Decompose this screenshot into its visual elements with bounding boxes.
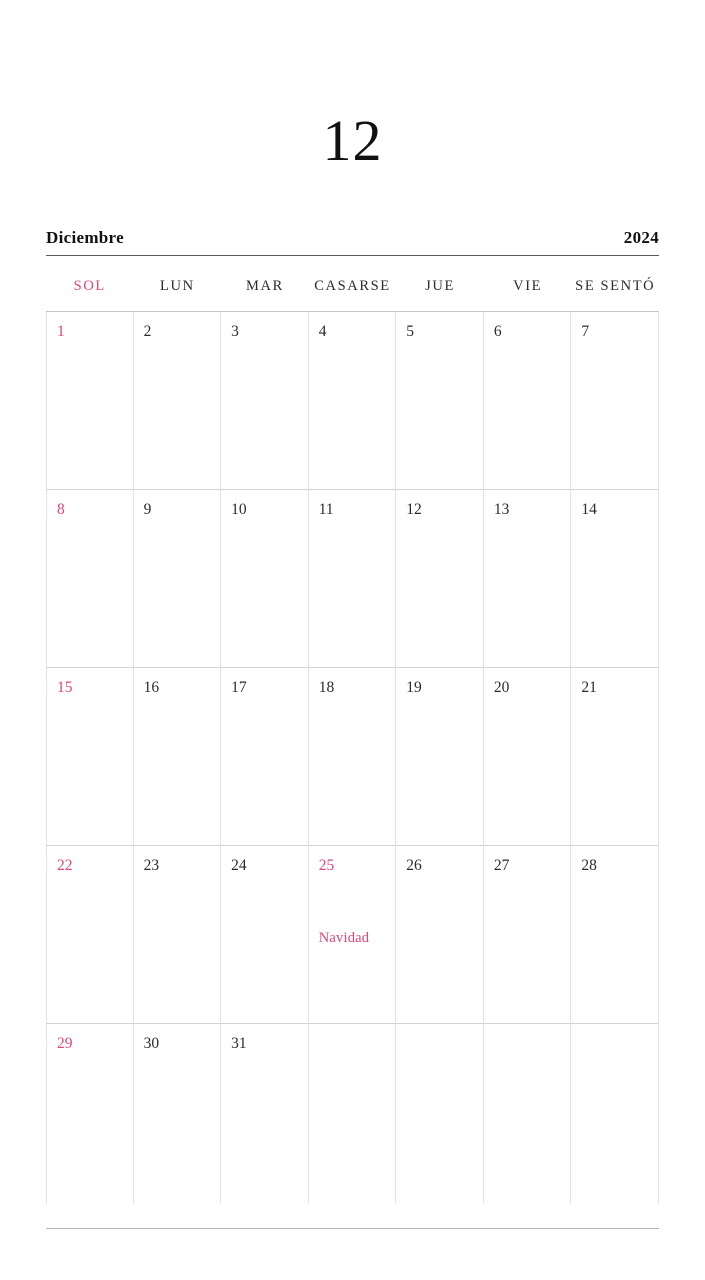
calendar-day-cell[interactable] (134, 1024, 222, 1204)
calendar-day-cell[interactable] (221, 1024, 309, 1204)
calendar-day-cell[interactable] (221, 312, 309, 490)
calendar-day-cell[interactable] (396, 668, 484, 846)
day-number: 4 (318, 323, 327, 340)
day-number: 18 (318, 679, 335, 696)
day-number: 27 (493, 857, 510, 874)
day-number: 10 (231, 501, 247, 518)
calendar-day-cell[interactable] (221, 846, 309, 1024)
calendar-grid (46, 311, 659, 1204)
calendar-day-cell[interactable] (484, 490, 572, 668)
calendar-day-cell[interactable] (484, 1024, 572, 1204)
month-number: 12 (322, 108, 383, 173)
calendar-day-cell[interactable] (309, 1024, 397, 1204)
calendar-day-cell[interactable] (571, 668, 659, 846)
calendar-day-cell[interactable] (571, 312, 659, 490)
calendar-day-cell[interactable] (221, 490, 309, 668)
weekday-label-1: LUN (160, 278, 195, 294)
day-number: 5 (406, 323, 415, 340)
day-event-label[interactable]: Navidad (318, 930, 370, 946)
day-number: 19 (406, 679, 422, 696)
calendar-day-cell[interactable] (134, 846, 222, 1024)
calendar-day-cell[interactable] (46, 312, 134, 490)
calendar-day-cell[interactable] (484, 312, 572, 490)
calendar-day-cell[interactable] (396, 1024, 484, 1204)
calendar-day-cell[interactable] (484, 846, 572, 1024)
day-number: 28 (581, 857, 597, 874)
calendar-day-cell[interactable] (571, 1024, 659, 1204)
weekday-label-4: JUE (425, 278, 455, 294)
calendar-title-row (46, 228, 659, 256)
calendar-day-cell[interactable] (309, 490, 397, 668)
day-number: 14 (581, 501, 597, 518)
day-number: 31 (231, 1035, 247, 1052)
calendar-day-cell[interactable] (134, 490, 222, 668)
day-number: 8 (57, 501, 65, 518)
day-number: 29 (57, 1035, 73, 1052)
day-number: 2 (143, 323, 152, 340)
day-number: 3 (231, 323, 239, 340)
day-number: 20 (493, 679, 510, 696)
calendar-day-cell[interactable] (571, 490, 659, 668)
day-number: 12 (406, 501, 422, 518)
day-number: 22 (57, 857, 73, 874)
day-number: 16 (143, 679, 160, 696)
calendar-day-cell[interactable] (396, 846, 484, 1024)
calendar-day-cell[interactable] (46, 490, 134, 668)
day-number: 6 (493, 323, 502, 340)
weekday-label-6: SE SENTÓ (575, 278, 656, 294)
calendar-day-cell[interactable] (309, 312, 397, 490)
day-number: 21 (581, 679, 597, 696)
day-number: 11 (318, 501, 334, 518)
day-number: 13 (493, 501, 510, 518)
calendar-day-cell[interactable] (309, 668, 397, 846)
calendar-day-cell[interactable] (134, 668, 222, 846)
calendar-day-cell[interactable] (46, 846, 134, 1024)
day-number: 15 (57, 679, 73, 696)
day-number: 30 (143, 1035, 160, 1052)
day-number: 7 (581, 323, 590, 340)
day-number: 23 (143, 857, 160, 874)
calendar-day-cell[interactable] (571, 846, 659, 1024)
calendar-day-cell[interactable] (134, 312, 222, 490)
day-number: 24 (231, 857, 247, 874)
calendar-day-cell[interactable] (484, 668, 572, 846)
bottom-divider (46, 1228, 659, 1229)
weekday-label-3: CASARSE (314, 278, 391, 294)
day-number: 9 (143, 501, 152, 518)
calendar-day-cell[interactable] (396, 490, 484, 668)
calendar-day-cell[interactable] (46, 1024, 134, 1204)
year-label: 2024 (623, 228, 659, 247)
weekday-header (46, 256, 659, 311)
calendar-day-cell[interactable] (46, 668, 134, 846)
day-number: 26 (406, 857, 422, 874)
day-number: 25 (318, 857, 335, 874)
calendar-day-cell[interactable] (309, 846, 397, 1024)
day-number: 1 (57, 323, 65, 340)
day-number: 17 (231, 679, 247, 696)
weekday-label-2: MAR (246, 278, 284, 294)
weekday-label-5: VIE (513, 278, 543, 294)
calendar-day-cell[interactable] (221, 668, 309, 846)
weekday-label-0: SOL (73, 278, 106, 294)
calendar-day-cell[interactable] (396, 312, 484, 490)
month-name: Diciembre (46, 228, 124, 247)
